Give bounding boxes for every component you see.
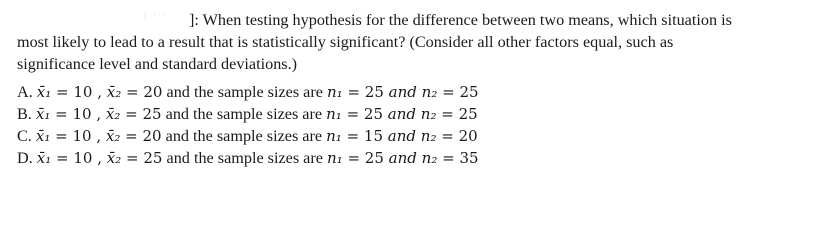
and-word: and [387,127,416,145]
option-b[interactable]: B. x̄₁ = 10 , x̄₂ = 25 and the sample sizes are n₁ = 25 and n₂ = 25 [17,105,478,123]
n1-value: 25 [363,105,383,123]
x1-symbol: x̄₁ [36,83,52,101]
x1-value: 10 [72,105,92,123]
n2-symbol: n₂ [420,105,437,123]
answer-options [17,81,817,169]
n1-symbol: n₁ [326,105,342,123]
x2-symbol: x̄₂ [106,149,122,167]
option-letter: C. [17,127,32,145]
faint-dash-mark: · · · · [143,10,168,24]
n2-symbol: n₂ [420,127,437,145]
n2-value: 25 [459,83,479,101]
question-line-2: most likely to lead to a result that is statistically significant? (Consider all other factors equal, such as [17,33,674,51]
n2-symbol: n₂ [421,149,438,167]
option-middle-text: and the sample sizes are [162,83,327,101]
and-word: and [388,83,417,101]
question-line-3: significance level and standard deviations.) [17,55,298,73]
option-letter: B. [17,105,32,123]
question-line-1: ]: When testing hypothesis for the difference between two means, which situation is [189,11,732,29]
x2-value: 25 [143,149,163,167]
n2-value: 20 [458,127,478,145]
option-middle-text: and the sample sizes are [162,149,327,167]
n1-value: 25 [364,149,384,167]
x2-value: 25 [142,105,162,123]
option-a[interactable]: A. x̄₁ = 10 , x̄₂ = 20 and the sample sizes are n₁ = 25 and n₂ = 25 [17,83,479,101]
option-c[interactable]: C. x̄₁ = 10 , x̄₂ = 20 and the sample sizes are n₁ = 15 and n₂ = 20 [17,127,478,145]
x1-symbol: x̄₁ [35,127,51,145]
option-middle-text: and the sample sizes are [161,105,327,123]
x1-symbol: x̄₁ [35,105,51,123]
n1-symbol: n₁ [326,127,342,145]
x1-value: 10 [73,149,93,167]
n2-value: 35 [459,149,479,167]
x1-symbol: x̄₁ [36,149,52,167]
n1-symbol: n₁ [327,83,343,101]
x1-value: 10 [73,83,93,101]
option-letter: D. [17,149,33,167]
n1-value: 25 [364,83,384,101]
x2-value: 20 [143,83,163,101]
option-letter: A. [17,83,33,101]
option-middle-text: and the sample sizes are [161,127,327,145]
and-word: and [387,105,416,123]
n1-symbol: n₁ [327,149,343,167]
x2-symbol: x̄₂ [106,83,122,101]
n1-value: 15 [363,127,383,145]
n2-symbol: n₂ [421,83,438,101]
x2-symbol: x̄₂ [105,127,121,145]
question-text [17,9,817,75]
x1-value: 10 [72,127,92,145]
x2-symbol: x̄₂ [105,105,121,123]
x2-value: 20 [142,127,162,145]
and-word: and [388,149,417,167]
option-d[interactable]: D. x̄₁ = 10 , x̄₂ = 25 and the sample sizes are n₁ = 25 and n₂ = 35 [17,149,479,167]
n2-value: 25 [458,105,478,123]
